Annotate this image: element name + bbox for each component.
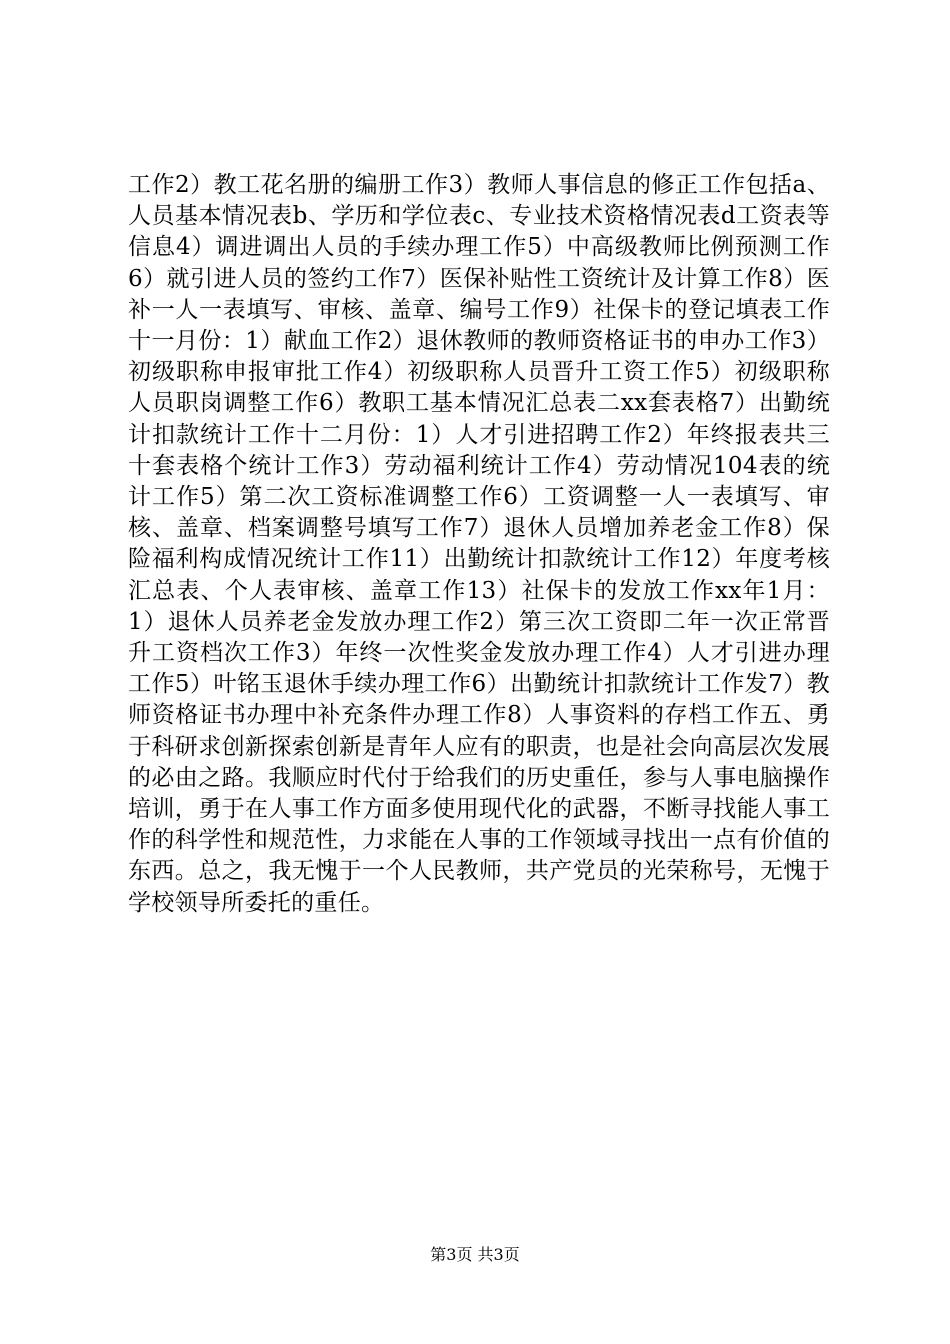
page-number-footer: 第3页 共3页: [430, 1245, 520, 1264]
body-paragraph: 工作2）教工花名册的编册工作3）教师人事信息的修正工作包括a、人员基本情况表b、学历和学位表c、专业技术资格情况表d工资表等信息4）调进调出人员的手续办理工作5）中高级教师比例预测工作6）就引进人员的签约工作7）医保补贴性工资统计及计算工作8）医补一人一表填写、审核、盖章、编号工作9）社保卡的登记填表工作十一月份：1）献血工作2）退休教师的教师资格证书的申办工作3）初级职称申报审批工作4）初级职称人员晋升工资工作5）初级职称人员职岗调整工作6）教职工基本情况汇总表二xx套表格7）出勤统计扣款统计工作十二月份：1）人才引进招聘工作2）年终报表共三十套表格个统计工作3）劳动福利统计工作4）劳动情况104表的统计工作5）第二次工资标准调整工作6）工资调整一人一表填写、审核、盖章、档案调整号填写工作7）退休人员增加养老金工作8）保险福利构成情况统计工作11）出勤统计扣款统计工作12）年度考核汇总表、个人表审核、盖章工作13）社保卡的发放工作xx年1月：1）退休人员养老金发放办理工作2）第三次工资即二年一次正常晋升工资档次工作3）年终一次性奖金发放办理工作4）人才引进办理工作5）叶铭玉退休手续办理工作6）出勤统计扣款统计工作发7）教师资格证书办理中补充条件办理工作8）人事资料的存档工作五、勇于科研求创新探索创新是青年人应有的职责，也是社会向高层次发展的必由之路。我顺应时代付于给我们的历史重任，参与人事电脑操作培训，勇于在人事工作方面多使用现代化的武器，不断寻找能人事工作的科学性和规范性，力求能在人事的工作领域寻找出一点有价值的东西。总之，我无愧于一个人民教师，共产党员的光荣称号，无愧于学校领导所委托的重任。: [128, 172, 830, 916]
